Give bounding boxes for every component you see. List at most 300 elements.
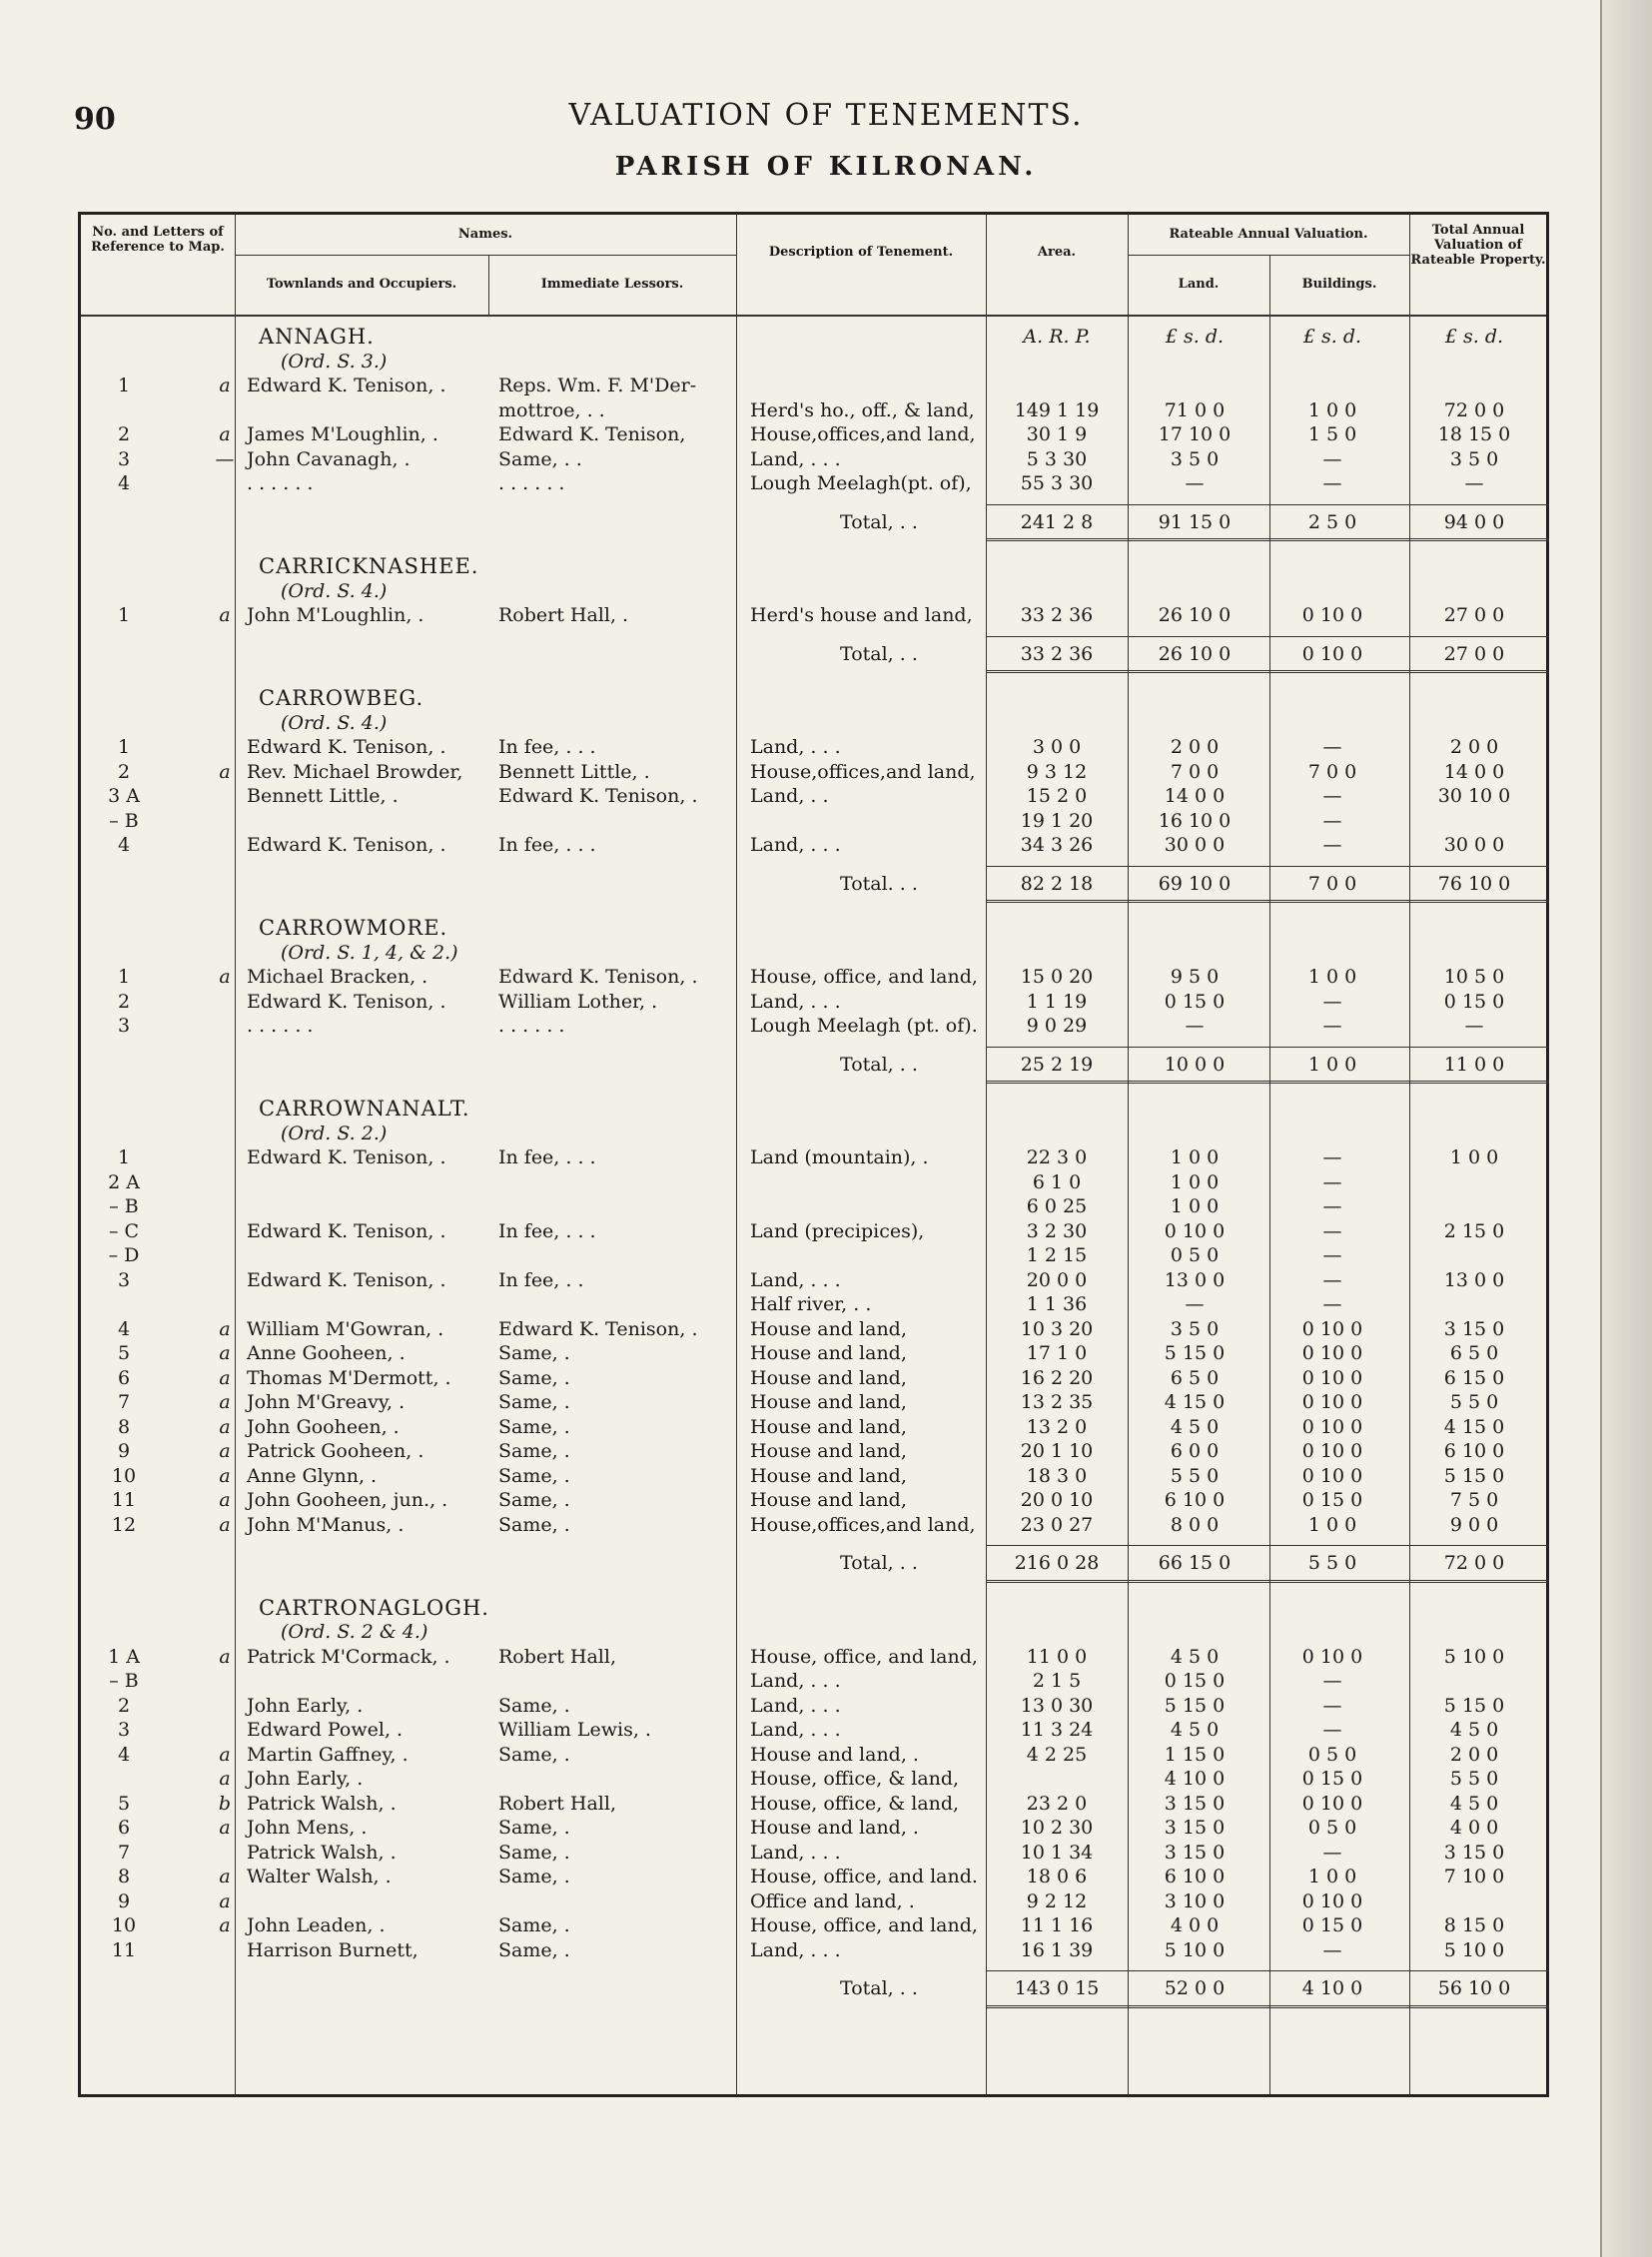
table-row (81, 1194, 1546, 1218)
buildings-value: 0 5 0 (1307, 1743, 1357, 1766)
table-row (81, 1439, 1546, 1463)
lessor: Same, . (498, 1366, 570, 1389)
area-value: 13 0 30 (1020, 1694, 1094, 1717)
total-value: 5 5 0 (1449, 1768, 1499, 1790)
table-row (81, 809, 1546, 833)
area-value: 17 1 0 (1026, 1342, 1088, 1364)
land-value: 0 15 0 (1164, 990, 1226, 1013)
lessor: In fee, . . . (498, 1146, 596, 1168)
table-row (81, 1841, 1546, 1865)
occupier: . . . . . . (247, 1015, 314, 1037)
ref-letter: a (219, 1391, 231, 1413)
occupier: Edward K. Tenison, . (247, 834, 446, 856)
lessor: Same, . (498, 1464, 570, 1487)
land-value: — (1185, 1015, 1205, 1037)
description: Herd's house and land, (750, 604, 973, 626)
occupier: John M'Manus, . (247, 1513, 405, 1536)
buildings-units: £ s. d. (1302, 326, 1362, 348)
total-row (81, 872, 1546, 896)
occupier: Thomas M'Dermott, . (247, 1366, 451, 1389)
land-value: 1 15 0 (1164, 1743, 1226, 1766)
ref-number: 5 (117, 1342, 131, 1364)
ref-number: 2 (117, 423, 131, 445)
total-double-rule (986, 1580, 1549, 1583)
total-value: 4 5 0 (1449, 1792, 1499, 1815)
land-value: 4 15 0 (1164, 1391, 1226, 1413)
total-buildings: 7 0 0 (1307, 872, 1357, 895)
table-row (81, 1792, 1546, 1816)
total-area: 241 2 8 (1020, 510, 1094, 533)
lessor: . . . . . . (498, 472, 565, 494)
total-buildings: 4 10 0 (1301, 1977, 1363, 1999)
buildings-value: 0 10 0 (1301, 1792, 1363, 1815)
total-label: Total, . . (840, 510, 918, 533)
table-row (81, 1464, 1546, 1488)
townland-heading (81, 325, 1546, 349)
total-value: 1 0 0 (1449, 1146, 1499, 1168)
total-rule (986, 636, 1549, 637)
description: Land (mountain), . (750, 1146, 929, 1168)
land-value: 3 5 0 (1170, 1317, 1220, 1340)
buildings-value: — (1322, 1195, 1342, 1217)
total-value: 8 15 0 (1443, 1914, 1505, 1936)
total-value: 5 10 0 (1443, 1645, 1505, 1668)
total-value: 9 0 0 (1449, 1513, 1499, 1536)
area-value: 13 2 35 (1020, 1391, 1094, 1413)
townland-name: CARRICKNASHEE. (259, 554, 479, 578)
header-lessors: Immediate Lessors. (540, 277, 684, 292)
total-value: 10 5 0 (1443, 966, 1505, 988)
table-row (81, 1694, 1546, 1718)
description: Land, . . . (750, 1694, 841, 1717)
description: House and land, (750, 1317, 907, 1340)
area-value: 22 3 0 (1026, 1146, 1088, 1168)
land-value: 4 5 0 (1170, 1719, 1220, 1741)
table-row (81, 1743, 1546, 1767)
table-row (81, 1718, 1546, 1742)
lessor: Edward K. Tenison, (498, 423, 686, 445)
header-land: Land. (1178, 277, 1220, 292)
occupier: Edward K. Tenison, . (247, 990, 446, 1013)
total-value: 18 15 0 (1437, 423, 1511, 445)
header-townlands: Townlands and Occupiers. (266, 277, 457, 292)
occupier: Edward K. Tenison, . (247, 1146, 446, 1168)
total-value: 14 0 0 (1443, 760, 1505, 783)
total-land: 91 15 0 (1158, 510, 1232, 533)
total-buildings: 2 5 0 (1307, 510, 1357, 533)
total-value: 30 10 0 (1437, 785, 1511, 807)
buildings-value: — (1322, 1244, 1342, 1266)
ordnance-reference (81, 1122, 1546, 1145)
ref-number: 1 (117, 604, 131, 626)
land-value: 0 5 0 (1170, 1244, 1220, 1266)
land-value: 13 0 0 (1164, 1268, 1226, 1291)
total-value: — (1464, 472, 1484, 494)
table-row (81, 1341, 1546, 1365)
ref-number: 2 (117, 990, 131, 1013)
buildings-value: — (1322, 1015, 1342, 1037)
area-value: 16 2 20 (1020, 1366, 1094, 1389)
lessor: William Lother, . (498, 990, 658, 1013)
total-double-rule (986, 2005, 1549, 2008)
townland-heading (81, 686, 1546, 710)
ref-letter: a (219, 423, 231, 445)
lessor: Same, . (498, 1489, 570, 1511)
total-value: 3 15 0 (1443, 1317, 1505, 1340)
occupier: John M'Greavy, . (247, 1391, 406, 1413)
total-value: 7 10 0 (1443, 1866, 1505, 1887)
table-row (81, 1865, 1546, 1888)
lessor: Robert Hall, (498, 1645, 616, 1668)
ref-letter: b (218, 1792, 232, 1815)
lessor: Same, . (498, 1841, 570, 1864)
ref-letter: a (219, 1914, 231, 1936)
header-area: Area. (1037, 245, 1077, 260)
area-value: 9 0 29 (1026, 1015, 1088, 1037)
total-value: — (1464, 1015, 1484, 1037)
buildings-value: 0 10 0 (1301, 1342, 1363, 1364)
land-value: 71 0 0 (1164, 398, 1226, 421)
buildings-value: — (1322, 1268, 1342, 1291)
table-row (81, 374, 1546, 397)
total-double-rule (986, 1081, 1549, 1084)
buildings-value: 0 10 0 (1301, 1366, 1363, 1389)
table-row (81, 398, 1546, 422)
total-rule (986, 504, 1549, 505)
area-value: 149 1 19 (1014, 398, 1100, 421)
total-value: 2 0 0 (1449, 1743, 1499, 1766)
total-value: 6 5 0 (1449, 1342, 1499, 1364)
total-value: 5 15 0 (1443, 1464, 1505, 1487)
total-units: £ s. d. (1444, 326, 1504, 348)
table-row (81, 1669, 1546, 1693)
area-value: 6 1 0 (1032, 1170, 1082, 1193)
lessor: Same, . (498, 1694, 570, 1717)
land-value: 3 15 0 (1164, 1792, 1226, 1815)
description: House, office, and land, (750, 966, 978, 988)
area-value: 9 3 12 (1026, 760, 1088, 783)
table-row (81, 735, 1546, 759)
townland-name: CARROWNANALT. (259, 1097, 470, 1121)
total-label: Total, . . (840, 642, 918, 665)
total-property: 72 0 0 (1443, 1552, 1505, 1574)
total-value: 7 5 0 (1449, 1489, 1499, 1511)
total-property: 27 0 0 (1443, 642, 1505, 665)
land-value: 6 0 0 (1170, 1440, 1220, 1462)
ref-number: – D (108, 1244, 140, 1266)
occupier: John Leaden, . (247, 1914, 386, 1936)
buildings-value: — (1322, 1170, 1342, 1193)
ref-number: 4 (117, 1317, 131, 1340)
description: House,offices,and land, (750, 1513, 976, 1536)
area-value: 4 2 25 (1026, 1743, 1088, 1766)
total-rule (986, 1047, 1549, 1048)
buildings-value: — (1322, 447, 1342, 470)
occupier: Martin Gaffney, . (247, 1743, 409, 1766)
lessor: . . . . . . (498, 1015, 565, 1037)
buildings-value: 0 5 0 (1307, 1817, 1357, 1839)
total-double-rule (986, 670, 1549, 673)
land-value: 0 15 0 (1164, 1670, 1226, 1692)
ref-number: – B (109, 1670, 139, 1692)
ref-letter: a (219, 375, 231, 396)
land-value: 6 10 0 (1164, 1866, 1226, 1887)
page-number: 90 (74, 102, 116, 137)
total-value: 5 10 0 (1443, 1938, 1505, 1961)
lessor: In fee, . . . (498, 834, 596, 856)
buildings-value: 0 10 0 (1301, 1440, 1363, 1462)
land-value: 1 0 0 (1170, 1146, 1220, 1168)
land-value: 16 10 0 (1158, 809, 1232, 832)
buildings-value: 1 0 0 (1307, 966, 1357, 988)
table-row (81, 1513, 1546, 1537)
land-value: 4 5 0 (1170, 1645, 1220, 1668)
ref-letter: a (219, 1743, 231, 1766)
description: Office and land, . (750, 1889, 915, 1912)
total-property: 56 10 0 (1437, 1977, 1511, 1999)
lessor: Same, . (498, 1743, 570, 1766)
ord-sheet: (Ord. S. 1, 4, & 2.) (281, 941, 458, 964)
land-value: 3 10 0 (1164, 1889, 1226, 1912)
area-value: 55 3 30 (1020, 472, 1094, 494)
land-value: 9 5 0 (1170, 966, 1220, 988)
lessor: Robert Hall, . (498, 604, 629, 626)
buildings-value: — (1322, 1938, 1342, 1961)
lessor: Edward K. Tenison, . (498, 785, 698, 807)
total-value: 30 0 0 (1443, 834, 1505, 856)
total-rule (986, 1970, 1549, 1971)
land-value: 5 15 0 (1164, 1694, 1226, 1717)
description: Land, . . . (750, 1719, 841, 1741)
ref-number: 3 (117, 1015, 131, 1037)
table-row (81, 1767, 1546, 1791)
ref-number: 9 (117, 1889, 131, 1912)
total-buildings: 0 10 0 (1301, 642, 1363, 665)
area-units: A. R. P. (1023, 326, 1091, 348)
occupier: William M'Gowran, . (247, 1317, 444, 1340)
ref-number: 2 (117, 760, 131, 783)
buildings-value: 7 0 0 (1307, 760, 1357, 783)
table-row (81, 1317, 1546, 1341)
buildings-value: 0 10 0 (1301, 1415, 1363, 1438)
occupier: John Gooheen, jun., . (247, 1489, 448, 1511)
table-row (81, 760, 1546, 784)
ref-number: 3 (117, 447, 131, 470)
area-value: 6 0 25 (1026, 1195, 1088, 1217)
description: House and land, . (750, 1743, 919, 1766)
ref-letter: a (219, 1440, 231, 1462)
table-row (81, 1366, 1546, 1390)
table-row (81, 1268, 1546, 1292)
ref-number: 2 (117, 1694, 131, 1717)
buildings-value: 1 5 0 (1307, 423, 1357, 445)
table-row (81, 784, 1546, 808)
land-value: 0 10 0 (1164, 1219, 1226, 1242)
land-value: 3 15 0 (1164, 1817, 1226, 1839)
ref-number: 2 A (108, 1170, 140, 1193)
total-row (81, 642, 1546, 666)
ref-number: 10 (111, 1914, 137, 1936)
total-label: Total, . . (840, 1552, 918, 1574)
buildings-value: — (1322, 785, 1342, 807)
description: House, office, and land, (750, 1645, 978, 1668)
area-value: 15 0 20 (1020, 966, 1094, 988)
parish-title: PARISH OF KILRONAN. (614, 152, 1038, 182)
ref-letter: a (219, 1366, 231, 1389)
total-rule (986, 1545, 1549, 1546)
occupier: Patrick Walsh, . (247, 1841, 397, 1864)
total-value: 6 15 0 (1443, 1366, 1505, 1389)
description: Lough Meelagh (pt. of). (750, 1015, 978, 1037)
description: Lough Meelagh(pt. of), (750, 472, 972, 494)
total-value: 2 0 0 (1449, 736, 1499, 758)
description: Land, . . . (750, 1841, 841, 1864)
total-row (81, 1551, 1546, 1575)
area-value: 18 3 0 (1026, 1464, 1088, 1487)
townland-name: CARTRONAGLOGH. (259, 1595, 489, 1620)
occupier: Edward K. Tenison, . (247, 375, 446, 396)
occupier: Patrick Gooheen, . (247, 1440, 424, 1462)
page-title: VALUATION OF TENEMENTS. (568, 98, 1084, 133)
description: House and land, (750, 1366, 907, 1389)
land-value: 1 0 0 (1170, 1170, 1220, 1193)
description: Land, . . . (750, 990, 841, 1013)
land-value: 4 0 0 (1170, 1914, 1220, 1936)
land-value: 1 0 0 (1170, 1195, 1220, 1217)
description: House, office, and land, (750, 1914, 978, 1936)
lessor: Same, . (498, 1866, 570, 1887)
area-value: 11 1 16 (1020, 1914, 1094, 1936)
ref-number: 1 (117, 375, 131, 396)
table-row (81, 1488, 1546, 1512)
description: House and land, (750, 1464, 907, 1487)
ref-letter: — (215, 447, 235, 470)
ref-letter: a (219, 1489, 231, 1511)
lessor: In fee, . . (498, 1268, 584, 1291)
total-row (81, 1976, 1546, 2000)
description: House,offices,and land, (750, 760, 976, 783)
area-value: 33 2 36 (1020, 604, 1094, 626)
lessor: Same, . (498, 1914, 570, 1936)
total-buildings: 1 0 0 (1307, 1053, 1357, 1076)
ref-number: 3 A (108, 785, 140, 807)
ref-letter: a (219, 1342, 231, 1364)
table-row (81, 422, 1546, 446)
ord-sheet: (Ord. S. 4.) (281, 579, 388, 602)
area-value: 23 2 0 (1026, 1792, 1088, 1815)
ref-letter: a (219, 966, 231, 988)
description: House, office, and land. (750, 1866, 978, 1887)
ref-number: 4 (117, 472, 131, 494)
total-value: 3 5 0 (1449, 447, 1499, 470)
lessor: In fee, . . . (498, 1219, 596, 1242)
ref-number: 3 (117, 1719, 131, 1741)
area-value: 19 1 20 (1020, 809, 1094, 832)
buildings-value: 1 0 0 (1307, 398, 1357, 421)
ref-number: 9 (117, 1440, 131, 1462)
area-value: 20 0 0 (1026, 1268, 1088, 1291)
buildings-value: 0 15 0 (1301, 1768, 1363, 1790)
total-land: 10 0 0 (1164, 1053, 1226, 1076)
ref-number: 8 (117, 1866, 131, 1887)
total-value: 5 5 0 (1449, 1391, 1499, 1413)
occupier: Michael Bracken, . (247, 966, 428, 988)
occupier: Anne Gooheen, . (247, 1342, 406, 1364)
ref-number: 11 (111, 1489, 137, 1511)
area-value: 1 2 15 (1026, 1244, 1088, 1266)
total-value: 3 15 0 (1443, 1841, 1505, 1864)
buildings-value: 0 10 0 (1301, 1391, 1363, 1413)
occupier: Rev. Michael Browder, (247, 760, 463, 783)
land-units: £ s. d. (1165, 326, 1225, 348)
total-value: 4 0 0 (1449, 1817, 1499, 1839)
lessor: Reps. Wm. F. M'Der- (498, 375, 697, 396)
land-value: 5 10 0 (1164, 1938, 1226, 1961)
total-land: 66 15 0 (1158, 1552, 1232, 1574)
townland-name: CARROWBEG. (259, 686, 424, 710)
area-value: 10 2 30 (1020, 1817, 1094, 1839)
occupier: John Early, . (247, 1768, 364, 1790)
occupier: Bennett Little, . (247, 785, 399, 807)
ref-letter: a (219, 1415, 231, 1438)
table-row (81, 1645, 1546, 1669)
header-names: Names. (457, 227, 513, 242)
buildings-value: — (1322, 736, 1342, 758)
ord-sheet: (Ord. S. 3.) (281, 350, 388, 373)
ref-number: 12 (111, 1513, 137, 1536)
townland-heading (81, 1097, 1546, 1121)
ord-sheet: (Ord. S. 2 & 4.) (281, 1621, 428, 1643)
ref-number: 1 (117, 1146, 131, 1168)
total-value: 2 15 0 (1443, 1219, 1505, 1242)
ref-number: 3 (117, 1268, 131, 1291)
ref-number: 10 (111, 1464, 137, 1487)
ref-letter: a (219, 1768, 231, 1790)
header-total: Total Annual Valuation of Rateable Property. (1410, 223, 1546, 268)
lessor: mottroe, . . (498, 398, 605, 421)
valuation-table (78, 212, 1549, 2097)
area-value: 23 0 27 (1020, 1513, 1094, 1536)
total-area: 82 2 18 (1020, 872, 1094, 895)
occupier: Anne Glynn, . (247, 1464, 378, 1487)
ref-number: 5 (117, 1792, 131, 1815)
description: Land, . . . (750, 834, 841, 856)
buildings-value: — (1322, 1719, 1342, 1741)
area-value: 30 1 9 (1026, 423, 1088, 445)
occupier: Edward K. Tenison, . (247, 1219, 446, 1242)
buildings-value: 0 15 0 (1301, 1489, 1363, 1511)
buildings-value: — (1322, 809, 1342, 832)
header-ref: No. and Letters of Reference to Map. (91, 225, 225, 255)
table-row (81, 1415, 1546, 1439)
ordnance-reference (81, 579, 1546, 603)
buildings-value: — (1322, 1670, 1342, 1692)
lessor: Same, . (498, 1342, 570, 1364)
description: House, office, & land, (750, 1792, 960, 1815)
area-value: 2 1 5 (1032, 1670, 1082, 1692)
buildings-value: — (1322, 834, 1342, 856)
total-land: 52 0 0 (1164, 1977, 1226, 1999)
land-value: 4 5 0 (1170, 1415, 1220, 1438)
land-value: 26 10 0 (1158, 604, 1232, 626)
area-value: 11 3 24 (1020, 1719, 1094, 1741)
ref-number: – C (108, 1219, 140, 1242)
ord-sheet: (Ord. S. 2.) (281, 1122, 388, 1144)
description: House and land, . (750, 1817, 919, 1839)
total-value: 4 5 0 (1449, 1719, 1499, 1741)
ref-letter: a (219, 760, 231, 783)
buildings-value: — (1322, 1146, 1342, 1168)
